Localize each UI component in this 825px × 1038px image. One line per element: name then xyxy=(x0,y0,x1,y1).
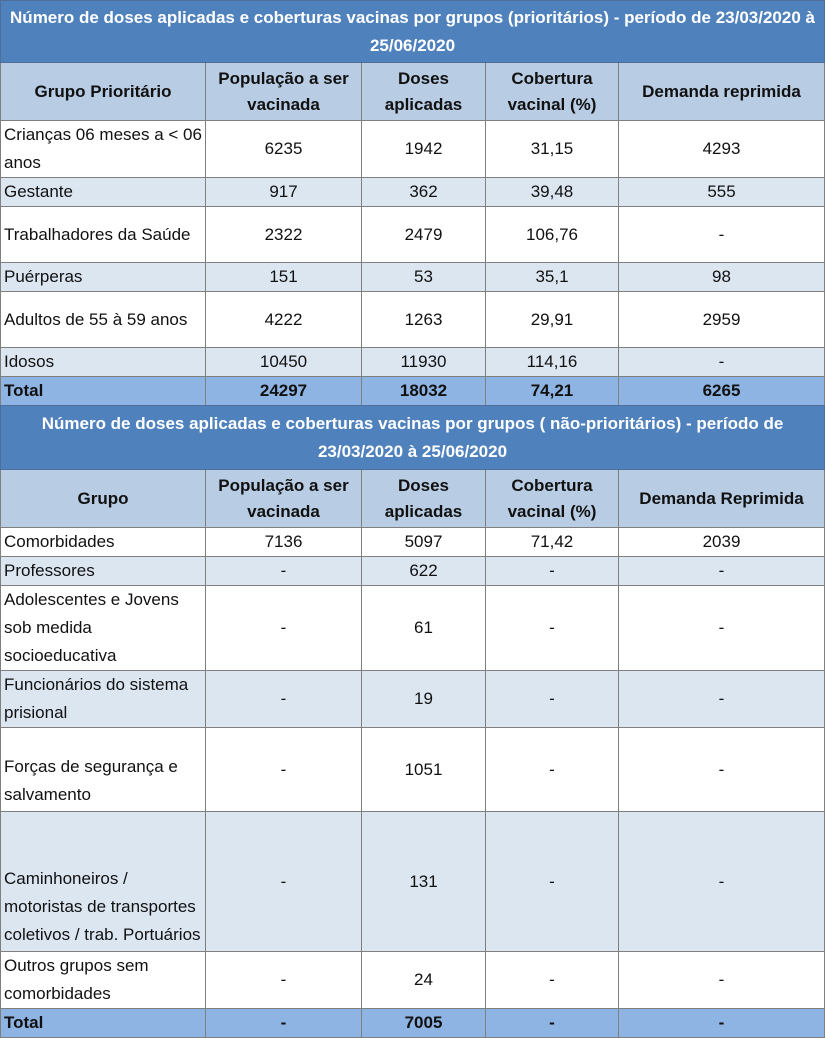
row-coverage: - xyxy=(486,812,619,952)
row-population: - xyxy=(206,586,362,671)
row-population: - xyxy=(206,952,362,1009)
row-group-label: Funcionários do sistema prisional xyxy=(1,671,206,728)
row-population: 917 xyxy=(206,178,362,207)
row-population: 7136 xyxy=(206,528,362,557)
row-group-label: Outros grupos sem comorbidades xyxy=(1,952,206,1009)
row-demand: - xyxy=(619,348,825,377)
row-coverage: 35,1 xyxy=(486,263,619,292)
row-doses: 131 xyxy=(362,812,486,952)
table-row xyxy=(1,207,825,263)
row-demand: 555 xyxy=(619,178,825,207)
row-doses: 1051 xyxy=(362,728,486,812)
row-coverage: - xyxy=(486,557,619,586)
row-doses: 1942 xyxy=(362,121,486,178)
non-priority-groups-table xyxy=(0,405,825,1038)
table-row xyxy=(1,178,825,207)
row-doses: 5097 xyxy=(362,528,486,557)
header-demand: Demanda reprimida xyxy=(619,63,825,121)
row-demand: - xyxy=(619,812,825,952)
row-coverage: 114,16 xyxy=(486,348,619,377)
row-population: 6235 xyxy=(206,121,362,178)
table-row xyxy=(1,557,825,586)
table-row xyxy=(1,671,825,728)
row-group-label: Crianças 06 meses a < 06 anos xyxy=(1,121,206,178)
table-row xyxy=(1,952,825,1009)
header-coverage: Cobertura vacinal (%) xyxy=(486,63,619,121)
row-demand: 2039 xyxy=(619,528,825,557)
priority-groups-table xyxy=(0,0,825,406)
row-population: 4222 xyxy=(206,292,362,348)
table-row xyxy=(1,121,825,178)
table-row xyxy=(1,728,825,812)
header-population: População a ser vacinada xyxy=(206,470,362,528)
row-group-label: Professores xyxy=(1,557,206,586)
row-group-label: Idosos xyxy=(1,348,206,377)
row-demand: - xyxy=(619,952,825,1009)
row-demand: - xyxy=(619,207,825,263)
header-demand: Demanda Reprimida xyxy=(619,470,825,528)
header-group: Grupo xyxy=(1,470,206,528)
total-row xyxy=(1,1009,825,1038)
row-group-label: Adultos de 55 à 59 anos xyxy=(1,292,206,348)
row-doses: 362 xyxy=(362,178,486,207)
header-coverage: Cobertura vacinal (%) xyxy=(486,470,619,528)
table-row xyxy=(1,263,825,292)
row-population: 2322 xyxy=(206,207,362,263)
row-population: - xyxy=(206,671,362,728)
row-population: 10450 xyxy=(206,348,362,377)
total-population: 24297 xyxy=(206,377,362,406)
table-row xyxy=(1,348,825,377)
header-group: Grupo Prioritário xyxy=(1,63,206,121)
row-demand: - xyxy=(619,671,825,728)
total-coverage: 74,21 xyxy=(486,377,619,406)
row-group-label: Gestante xyxy=(1,178,206,207)
row-doses: 622 xyxy=(362,557,486,586)
total-row xyxy=(1,377,825,406)
row-coverage: - xyxy=(486,671,619,728)
total-demand: - xyxy=(619,1009,825,1038)
non-priority-table-title: Número de doses aplicadas e coberturas vacinas por grupos ( não-prioritários) - período de 23/03/2020 à 25/06/2020 xyxy=(1,406,825,470)
row-doses: 2479 xyxy=(362,207,486,263)
row-coverage: 31,15 xyxy=(486,121,619,178)
priority-table-title: Número de doses aplicadas e coberturas vacinas por grupos (prioritários) - período de 23/03/2020 à 25/06/2020 xyxy=(1,1,825,63)
row-coverage: 39,48 xyxy=(486,178,619,207)
row-doses: 53 xyxy=(362,263,486,292)
row-population: - xyxy=(206,557,362,586)
row-doses: 24 xyxy=(362,952,486,1009)
total-population: - xyxy=(206,1009,362,1038)
row-demand: 98 xyxy=(619,263,825,292)
table-row xyxy=(1,292,825,348)
table-row xyxy=(1,586,825,671)
row-demand: - xyxy=(619,557,825,586)
row-demand: 2959 xyxy=(619,292,825,348)
row-demand: - xyxy=(619,728,825,812)
row-group-label: Trabalhadores da Saúde xyxy=(1,207,206,263)
row-doses: 19 xyxy=(362,671,486,728)
row-group-label: Comorbidades xyxy=(1,528,206,557)
total-label: Total xyxy=(1,377,206,406)
total-label: Total xyxy=(1,1009,206,1038)
row-coverage: - xyxy=(486,586,619,671)
header-population: População a ser vacinada xyxy=(206,63,362,121)
row-demand: 4293 xyxy=(619,121,825,178)
table-row xyxy=(1,812,825,952)
row-coverage: 106,76 xyxy=(486,207,619,263)
header-doses: Doses aplicadas xyxy=(362,470,486,528)
total-demand: 6265 xyxy=(619,377,825,406)
total-doses: 7005 xyxy=(362,1009,486,1038)
row-population: 151 xyxy=(206,263,362,292)
total-coverage: - xyxy=(486,1009,619,1038)
header-doses: Doses aplicadas xyxy=(362,63,486,121)
row-demand: - xyxy=(619,586,825,671)
row-group-label: Forças de segurança e salvamento xyxy=(1,728,206,812)
row-coverage: - xyxy=(486,728,619,812)
row-coverage: 29,91 xyxy=(486,292,619,348)
table-row xyxy=(1,528,825,557)
row-coverage: - xyxy=(486,952,619,1009)
row-doses: 11930 xyxy=(362,348,486,377)
row-group-label: Puérperas xyxy=(1,263,206,292)
row-doses: 1263 xyxy=(362,292,486,348)
row-group-label: Adolescentes e Jovens sob medida socioeducativa xyxy=(1,586,206,671)
row-population: - xyxy=(206,812,362,952)
row-group-label: Caminhoneiros / motoristas de transportes coletivos / trab. Portuários xyxy=(1,812,206,952)
row-population: - xyxy=(206,728,362,812)
row-coverage: 71,42 xyxy=(486,528,619,557)
total-doses: 18032 xyxy=(362,377,486,406)
row-doses: 61 xyxy=(362,586,486,671)
